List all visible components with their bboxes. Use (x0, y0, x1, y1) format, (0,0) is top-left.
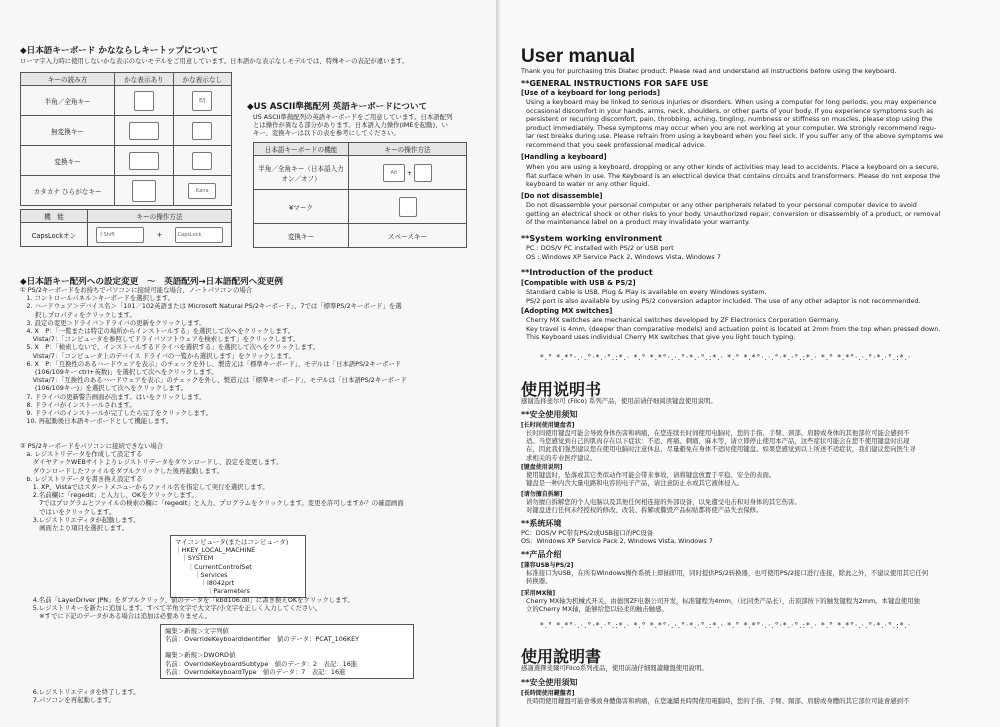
cn-mx-text: Cherry MX轴为机械式开关，由德国ZF电器公司开发，标准键程为4mm，（比同类产品长），击顶部按下的触发键程为2mm。本键盘使用独 立的Cherry MX轴，能够给您以轻柔的触击触感。 (526, 597, 920, 614)
capslock-table (20, 209, 232, 247)
table-header: キーの操作方法 (88, 210, 232, 223)
tw-title: 使用說明書 (521, 647, 602, 666)
cn-handling-heading: [键盘使用说明] (521, 464, 563, 471)
mx-text: Cherry MX switches are mechanical switches developed by ZF Electronics Corporation Germany. Key travel is 4mm, (deeper than comparative models) and actuation point is located at 2mm from the top when pressed down. This Keyboard uses individual Cherry MX switches that give you light touch typing. (526, 316, 941, 342)
table-cell: 変換キー (21, 146, 115, 176)
page-title: User manual (521, 46, 636, 67)
decorative-divider: *.° *.*°·.·.°·*.·°.:*.· *.° *.*°·.·.°·*.·°.:*.· *.° *.*°·.·.°·*.·°.:*.· *.° *.*°·.·.°·*.·°.:*.· (540, 353, 912, 362)
table-cell: カタカナ ひらがなキー (21, 176, 115, 206)
shift-key-icon: ⇧Shift (96, 227, 144, 243)
registry-tree: マイコンピュータ(またはコンピュータ) ｜HKEY_LOCAL_MACHINE ｜SYSTEM ｜CurrentControlSet ｜Services ｜i8042prt ｜Parameters (170, 535, 306, 598)
cn-usb-text: 标准接口为USB，在所有Windows操作系统上即插即用，同时提供PS/2转换器，也可使用PS/2接口进行连接，除此之外，不建议使用其它任何 转换器。 (526, 569, 929, 586)
layout-change-heading: ◆日本語キー配列への設定変更 ～ 英語配列→日本語配列へ変更例 (20, 277, 284, 287)
registry-values-box: 編集＞新規＞文字列値 名前：OverrideKeyboardIdentifier 値のデータ：PCAT_106KEY 編集＞新規＞DWORD値 名前：OverrideKeyboardSubtype 値のデータ：2 表記：16進 名前：OverrideKeyboardType 値のデータ：7 表記：16進 (160, 624, 414, 679)
cn-safe-heading: **安全使用须知 (521, 410, 578, 419)
safe-use-heading: **GENERAL INSTRUCTIONS FOR SAFE USE (521, 79, 709, 88)
cn-mx-heading: [采用MX轴] (521, 590, 556, 597)
table-header: 日本語キーボードの機能 (254, 143, 349, 156)
muhenkan-key-icon (129, 122, 159, 140)
table-header: かな表示あり (115, 73, 173, 86)
cn-usb-heading: [兼容USB与PS/2] (521, 562, 574, 569)
cn-long-text: 长时间使用键盘可能会导致身体伤害和病痛，在您连续长时间使用电脑时，您的手指、手臂、颈部、肩膀或身体的其他部位可能会感到不 适。当您感觉到自己的肌肉存在以下症状：不适、疼痛、刺痛、麻木等，请立即停止使用本产品，这些症状可能会在您不使用键盘时出现 在，因此我们强烈建议您在使用电脑时注意休息，尽量避免在身体不适时使用键盘。如果您感觉到以上所述不适症状，我们建议您向医生寻 求相关的专业医疗建议。 (526, 429, 916, 462)
compat-text: Standard cable is USB, Plug & Play is available on every Windows system. PS/2 port is also available by using PS/2 conversion adaptor included. The use of any other adaptor is not recommended. (526, 288, 921, 305)
environment-text: PC : DOS/V PC installed with PS/2 or USB port OS : Windows XP Service Pack 2, Windows Vista, Windows 7 (526, 244, 721, 261)
table-cell: ¥マーク (254, 190, 349, 224)
table-header: キーの読み方 (21, 73, 115, 86)
handling-text: When you are using a keyboard, dropping or any other kinds of activities may lead to accidents. Place a keyboard on a secure, flat surface when in use. The Keyboard is an electrical device that contains circuits and transformers. Please do not expose the keyboard to water or any other liquid. (526, 163, 941, 189)
decorative-divider-2: *.° *.*°·.·.°·*.·°.:*.· *.° *.*°·.·.°·*.·°.:*.· *.° *.*°·.·.°·*.·°.:*.· *.° *.*°·.·.°·*.·°.:*.· (540, 621, 912, 630)
kana-keytop-heading: ◆日本語キーボード かなならしキートップについて (20, 46, 219, 56)
handling-heading: [Handling a keyboard] (521, 153, 607, 161)
table-header: かな表示なし (173, 73, 231, 86)
kana-keytop-intro: ローマ字入力時に使用しないかな表示のないモデルをご用意しています。日本語かな表示なしモデルでは、特殊キーの表記が違います。 (20, 57, 409, 65)
cn-handling-text: 使用键盘时，坠落或其它类似动作可能会带来事故，请将键盘放置于平稳、安全的表面。 键盘是一种内含大量电路和电容的电子产品，请注意防止水或其它液体侵入。 (526, 471, 776, 488)
tilde-key-icon (414, 164, 432, 182)
registry-steps: ② PS/2キーボードをパソコンに接続できない場合 a. レジストリデータを作成して設定する ダイヤテックWEBサイトよりレジストリデータをダウンロードし、設定を変更します。 ダウンロードしたファイルをダブルクリックした後再起動します。 b. レジストリデータを書き換え設定する 1. XP、Vistaではスタートメニューからファイル名を指定して実行を選択します。 2.名前欄に「regedit」と入力し、OKをクリックします。 7ではプログラムとファイルの検索の欄に「regedit」と入力、プログラムをクリックします。変更を許可しますか？の確認画面 ではいをクリックします。 3.レジストリエディタが起動します。 画面左より項目を選択します。 (20, 442, 404, 533)
table-header: キーの操作方法 (349, 143, 467, 156)
table-cell: 半角／全角キー（日本語入力オン／オフ） (254, 156, 349, 190)
us-ascii-intro: US ASCII準拠配列の英語キーボードをご用意しています。日本語配列 とは操作が異なる部分があります。日本語入力操作(IMEを起動)、い キー、変換キーは以下の表を参考にしてください。 (253, 113, 453, 138)
disassemble-heading: [Do not disassemble] (521, 192, 603, 200)
muhenkan-plain-key-icon (192, 122, 212, 140)
environment-heading: **System working environment (521, 234, 663, 243)
tw-safe-heading: **安全使用須知 (521, 678, 578, 687)
disassemble-text: Do not disassemble your personal computer or any other peripherals related to your personal computer device to avoid getting an electrical shock or other risks to your body. Unauthorized repair, conversion or disassembly of a product, or removal of the maintenance label on a product may invalidate your warranty. (526, 201, 941, 227)
long-use-text: Using a keyboard may be linked to serious injuries or disorders. When using a computer for long periods, you may experience occasional discomfort in your hands, arms, neck, shoulders, or other parts of your body. If you experience symptoms such as persistent or recurring discomfort, pain, throbbing, aching, tingling, numbness or stiffness on muscles, please stop using the product immediately. These symptoms may occur when you are not working at your computer. We strongly recommend regu- lar rest breaks during use. Please refrain from using a keyboard when you feel sick. If you suffer any of the above symptoms we recommend that you seek professional medical advice. (526, 98, 944, 149)
tw-thanks: 感謝選擇斐爾可Filco系列產品，使用前請仔細閱讀鍵盤使用說明。 (521, 664, 708, 672)
table-cell: 無変換キー (21, 116, 115, 146)
cn-title: 使用说明书 (521, 380, 602, 399)
henkan-key-icon (129, 152, 159, 170)
cn-env-heading: **系统环境 (521, 519, 562, 528)
backslash-key-icon (399, 197, 417, 217)
table-cell: 半角／全角キー (21, 86, 115, 116)
final-steps: 6.レジストリエディタを終了します。 7.パソコンを再起動します。 (20, 688, 140, 705)
plus-sign: + (153, 223, 167, 247)
kana-key-icon: Kana (188, 183, 216, 199)
cn-thanks: 感谢选择斐尔可 (Filco) 系列产品，使用前请仔细阅读键盘使用说明。 (521, 397, 717, 405)
hankaku-plain-key-icon: E/J (192, 91, 212, 111)
cn-disassemble-text: 请勿擅自拆解您的个人电脑以及其他任何相连接的外部设备，以免遭受电击和对身体的其它伤害。 对键盘进行任何未经授权的修改、改装、拆解或撕毁产品标贴都将使产品失去保修。 (526, 498, 801, 515)
table-cell: 変換キー (254, 224, 349, 248)
katakana-key-icon (132, 180, 156, 202)
table-cell: スペースキー (349, 224, 467, 248)
capslock-key-icon: CapsLock (175, 227, 223, 243)
driver-steps: ① PS/2キーボードをお持ちでパソコンに接続可能な場合、ノートパソコンの場合 1. コントロールパネル＞キーボードを選択します。 2. ハードウェア＞デバイス名＞「101／102英語または Microsoft Natural PS/2キーボード」、7では「標準PS/2キーボード」を選 択しプロパティをクリックします。 3. 設定の変更＞ドライバ＞ドライバの更新をクリックします。 4. X P：「一覧または特定の場所からインストールする」を選択して次へをクリックします。 Vista/7：「コンピュータを参照してドライバソフトウェアを検索します」をクリックします。 5. X P：「検索しないで、インストールするドライバを選択する」を選択して次へをクリックします。 Vista/7：「コンピュータ上のデバイス ドライバの一覧から選択します」をクリックします。 6. X P：「互換性のあるハードウェアを表示」のチェックを外し、製造元は「標準キーボード」、モデルは「日本語PS/2キーボード (106/109キー ctrl+英数)」を選択して次へをクリックします。 Vista/7：「互換性のあるハードウェアを表示」のチェックを外し、製造元は「標準キーボード」、モデルは「日本語PS/2キーボード (106/109キー)」を選択して次へをクリックします。 7. ドライバの更新警告画面が出ます。はいをクリックします。 8. ドライバがインストールされます。 9. ドライバのインストールが完了したら完了をクリックします。 10. 再起動後日本語キーボードとして機能します。 (20, 286, 407, 426)
mx-heading: [Adopting MX switches] (521, 307, 613, 315)
long-use-heading: [Use of a keyboard for long periods] (521, 89, 660, 97)
tw-long-heading: [長時間使用鍵盤者] (521, 690, 575, 697)
compat-heading: [Compatible with USB & PS/2] (521, 279, 636, 287)
japanese-page (0, 0, 497, 727)
cn-long-heading: [长时间使用键盘者] (521, 422, 575, 429)
english-page (500, 0, 1000, 727)
table-header: 機 能 (21, 210, 88, 223)
table-cell: CapsLockオン (21, 223, 88, 247)
henkan-plain-key-icon (192, 152, 212, 170)
alt-key-icon: Alt (383, 164, 405, 182)
us-ascii-heading: ◆US ASCII準拠配列 英語キーボードについて (247, 102, 428, 112)
introduction-heading: **Introduction of the product (521, 268, 653, 277)
cn-intro-heading: **产品介绍 (521, 550, 562, 559)
cn-env-text: PC：DOS/V PC带有PS/2或USB接口的PC设备 OS：Windows XP Service Pack 2, Windows Vista, Windows 7 (521, 529, 713, 546)
kana-key-table (20, 72, 232, 206)
us-ascii-table: 日本語キーボードの機能 キーの操作方法 半角／全角キー（日本語入力オン／オフ） Alt + ¥マーク 変換キー スペースキー (253, 142, 467, 248)
cn-disassemble-heading: [请勿擅自拆解] (521, 491, 563, 498)
registry-add-steps: 4.名前「LayerDriver JPN」をダブルクリック、値のデータを「kbd106.dll」に書き換えOKをクリックします。 5.レジストリキーを新たに追加します。すべて半角文字で大文字/小文字を正しく入力してください。 ※すでに下記のデータがある場合は追加は必要ありません。 (20, 596, 354, 621)
thanks-text: Thank you for purchasing this Diatec product. Please read and understand all instructions before using the keyboard. (521, 67, 897, 75)
hankaku-key-icon (134, 91, 154, 111)
tw-long-text: 長時間使用鍵盤可能會導致身體傷害和病痛，在您連續長時間使用電腦時，您的手指、手臂、頸部、肩膀或身體的其它部位可能會感到不 (526, 697, 910, 705)
